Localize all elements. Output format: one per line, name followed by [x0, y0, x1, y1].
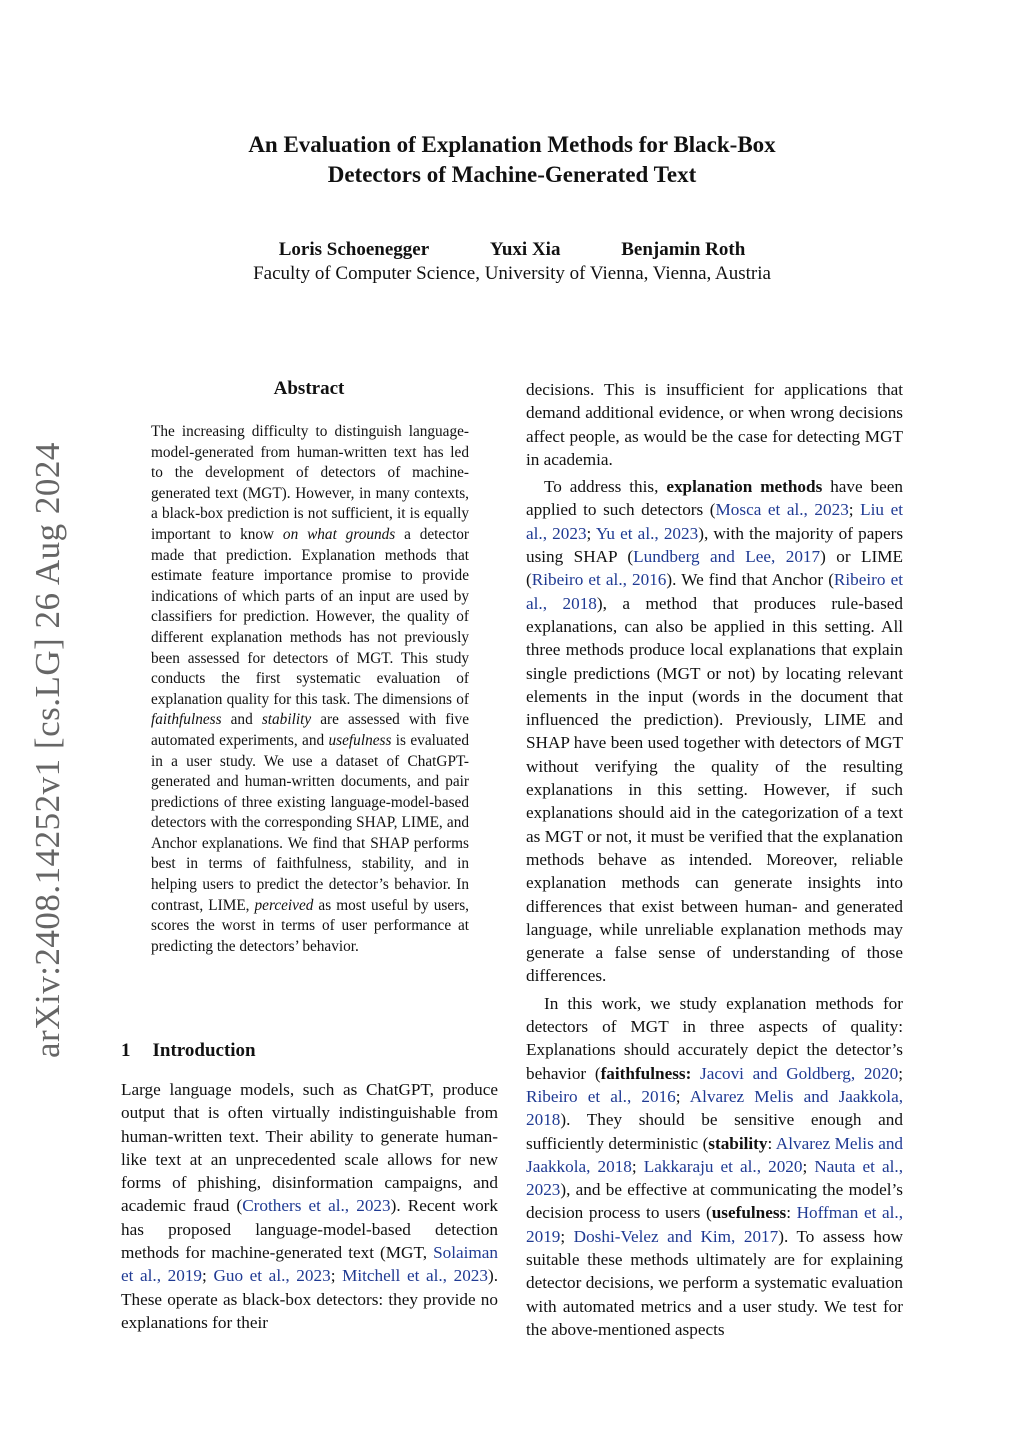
- intro-paragraph-1: Large language models, such as ChatGPT, produce output that is often virtually indistinguishable from human-written text. Their ability to generate human-like text at an unprecedented scale allows for new forms of phishing, disinformation campaigns, and academic fraud (Crothers et al., 2023). Recent work has proposed language-model-based detection methods for machine-generated text (MGT, Solaiman et al., 2019; Guo et al., 2023; Mitchell et al., 2023). These operate as black-box detectors: they provide no explanations for their: [121, 1080, 499, 1332]
- title-line-2: Detectors of Machine-Generated Text: [327, 162, 697, 187]
- author-name: Yuxi Xia: [489, 239, 561, 260]
- citation-link[interactable]: Mitchell et al., 2023: [342, 1266, 488, 1286]
- citation-link[interactable]: Alvarez Melis and Jaakkola, 2018: [526, 1133, 904, 1176]
- citation-link[interactable]: Solaiman et al., 2019: [121, 1243, 498, 1286]
- right-column-text: [526, 378, 903, 1341]
- citation-link[interactable]: Hoffman et al., 2019: [526, 1203, 903, 1246]
- title-line-1: An Evaluation of Explanation Methods for Black-Box: [248, 132, 776, 157]
- arxiv-identifier[interactable]: arXiv:2408.14252v1 [cs.LG] 26 Aug 2024: [28, 442, 67, 1058]
- citation-link[interactable]: Jacovi and Goldberg, 2020: [700, 1063, 899, 1083]
- citation-link[interactable]: Ribeiro et al., 2016: [531, 570, 667, 590]
- citation-link[interactable]: Liu et al., 2023: [526, 500, 903, 543]
- citation-link[interactable]: Mosca et al., 2023: [715, 500, 849, 520]
- citation-link[interactable]: Guo et al., 2023: [213, 1266, 331, 1286]
- left-column-text: [121, 1078, 498, 1334]
- section-title: Introduction: [152, 1040, 256, 1061]
- section-heading-introduction: [121, 1040, 256, 1062]
- citation-link[interactable]: Nauta et al., 2023: [526, 1156, 903, 1200]
- citation-link[interactable]: Lakkaraju et al., 2020: [643, 1156, 803, 1176]
- section-number: 1: [121, 1040, 131, 1061]
- intro-paragraph-2: To address this, explanation methods have been applied to such detectors (Mosca et al., 2023; Liu et al., 2023; Yu et al., 2023), with the majority of papers using SHAP (Lundberg and Lee, 2017) or LIME (Ribeiro et al., 2016). We find that Anchor (Ribeiro et al., 2018), a method that produces rule-based explanations, can also be applied in this setting. All three methods produce local explanations that explain single predictions (MGT or not) by locating relevant elements in the input (words in the document that influenced the prediction). Previously, LIME and SHAP have been used together with detectors of MGT without verifying the quality of the resulting explanations in this setting. However, if such explanations should aid in the categorization of a text as MGT or not, it must be verified that the explanation methods behave as intended. Moreover, reliable explanation methods can generate insights into differences that exist between human- and generated language, while unreliable explanation methods may generate a false sense of understanding of those differences.: [526, 477, 904, 986]
- citation-link[interactable]: Crothers et al., 2023: [242, 1196, 391, 1216]
- abstract-heading: Abstract: [273, 378, 345, 399]
- author-name: Benjamin Roth: [621, 239, 746, 260]
- intro-paragraph-1-continued: decisions. This is insufficient for applications that demand additional evidence, or when wrong decisions affect people, as would be the case for detecting MGT in academia.: [526, 380, 903, 469]
- citation-link[interactable]: Ribeiro et al., 2018: [526, 570, 903, 613]
- citation-link[interactable]: Alvarez Melis and Jaakkola, 2018: [526, 1086, 903, 1130]
- citation-link[interactable]: Yu et al., 2023: [595, 523, 699, 543]
- citation-link[interactable]: Ribeiro et al., 2016: [526, 1086, 676, 1106]
- author-list: [0, 238, 1024, 262]
- intro-paragraph-3: In this work, we study explanation methods for detectors of MGT in three aspects of quality: Explanations should accurately depict the detector’s behavior (faithfulness: Jacovi and Goldberg, 2020; Ribeiro et al., 2016; Alvarez Melis and Jaakkola, 2018). They should be sensitive enough and sufficiently deterministic (stability: Alvarez Melis and Jaakkola, 2018; Lakkaraju et al., 2020; Nauta et al., 2023), and be effective at communicating the model’s decision process to users (usefulness: Hoffman et al., 2019; Doshi-Velez and Kim, 2017). To assess how suitable these methods ultimately are for explaining detector decisions, we perform a systematic evaluation with automated metrics and a user study. We test for the above-mentioned aspects: [526, 993, 904, 1339]
- author-name: Loris Schoenegger: [278, 239, 430, 260]
- paper-title: [0, 130, 1024, 190]
- citation-link[interactable]: Lundberg and Lee, 2017: [633, 547, 821, 567]
- abstract-body: The increasing difficulty to distinguish language-model-generated from human-written text has led to the development of detectors of machine-generated text (MGT). However, in many contexts, a black-box prediction is not sufficient, it is equally important to know on what grounds a detector made that prediction. Explanation methods that estimate feature importance promise to provide indications of which parts of an input are used by classifiers for prediction. However, the quality of different explanation methods has not previously been assessed for detectors of MGT. This study conducts the first systematic evaluation of explanation quality for this task. The dimensions of faithfulness and stability are assessed with five automated experiments, and usefulness is evaluated in a user study. We use a dataset of ChatGPT-generated and human-written documents, and pair predictions of three existing language-model-based detectors with the corresponding SHAP, LIME, and Anchor explanations. We find that SHAP performs best in terms of faithfulness, stability, and in helping users to predict the detector’s behavior. In contrast, LIME, perceived as most useful by users, scores the worst in terms of user performance at predicting the detectors’ behavior.: [151, 423, 469, 955]
- citation-link[interactable]: Doshi-Velez and Kim, 2017: [573, 1226, 779, 1246]
- affiliation: Faculty of Computer Science, University of Vienna, Vienna, Austria: [253, 263, 771, 284]
